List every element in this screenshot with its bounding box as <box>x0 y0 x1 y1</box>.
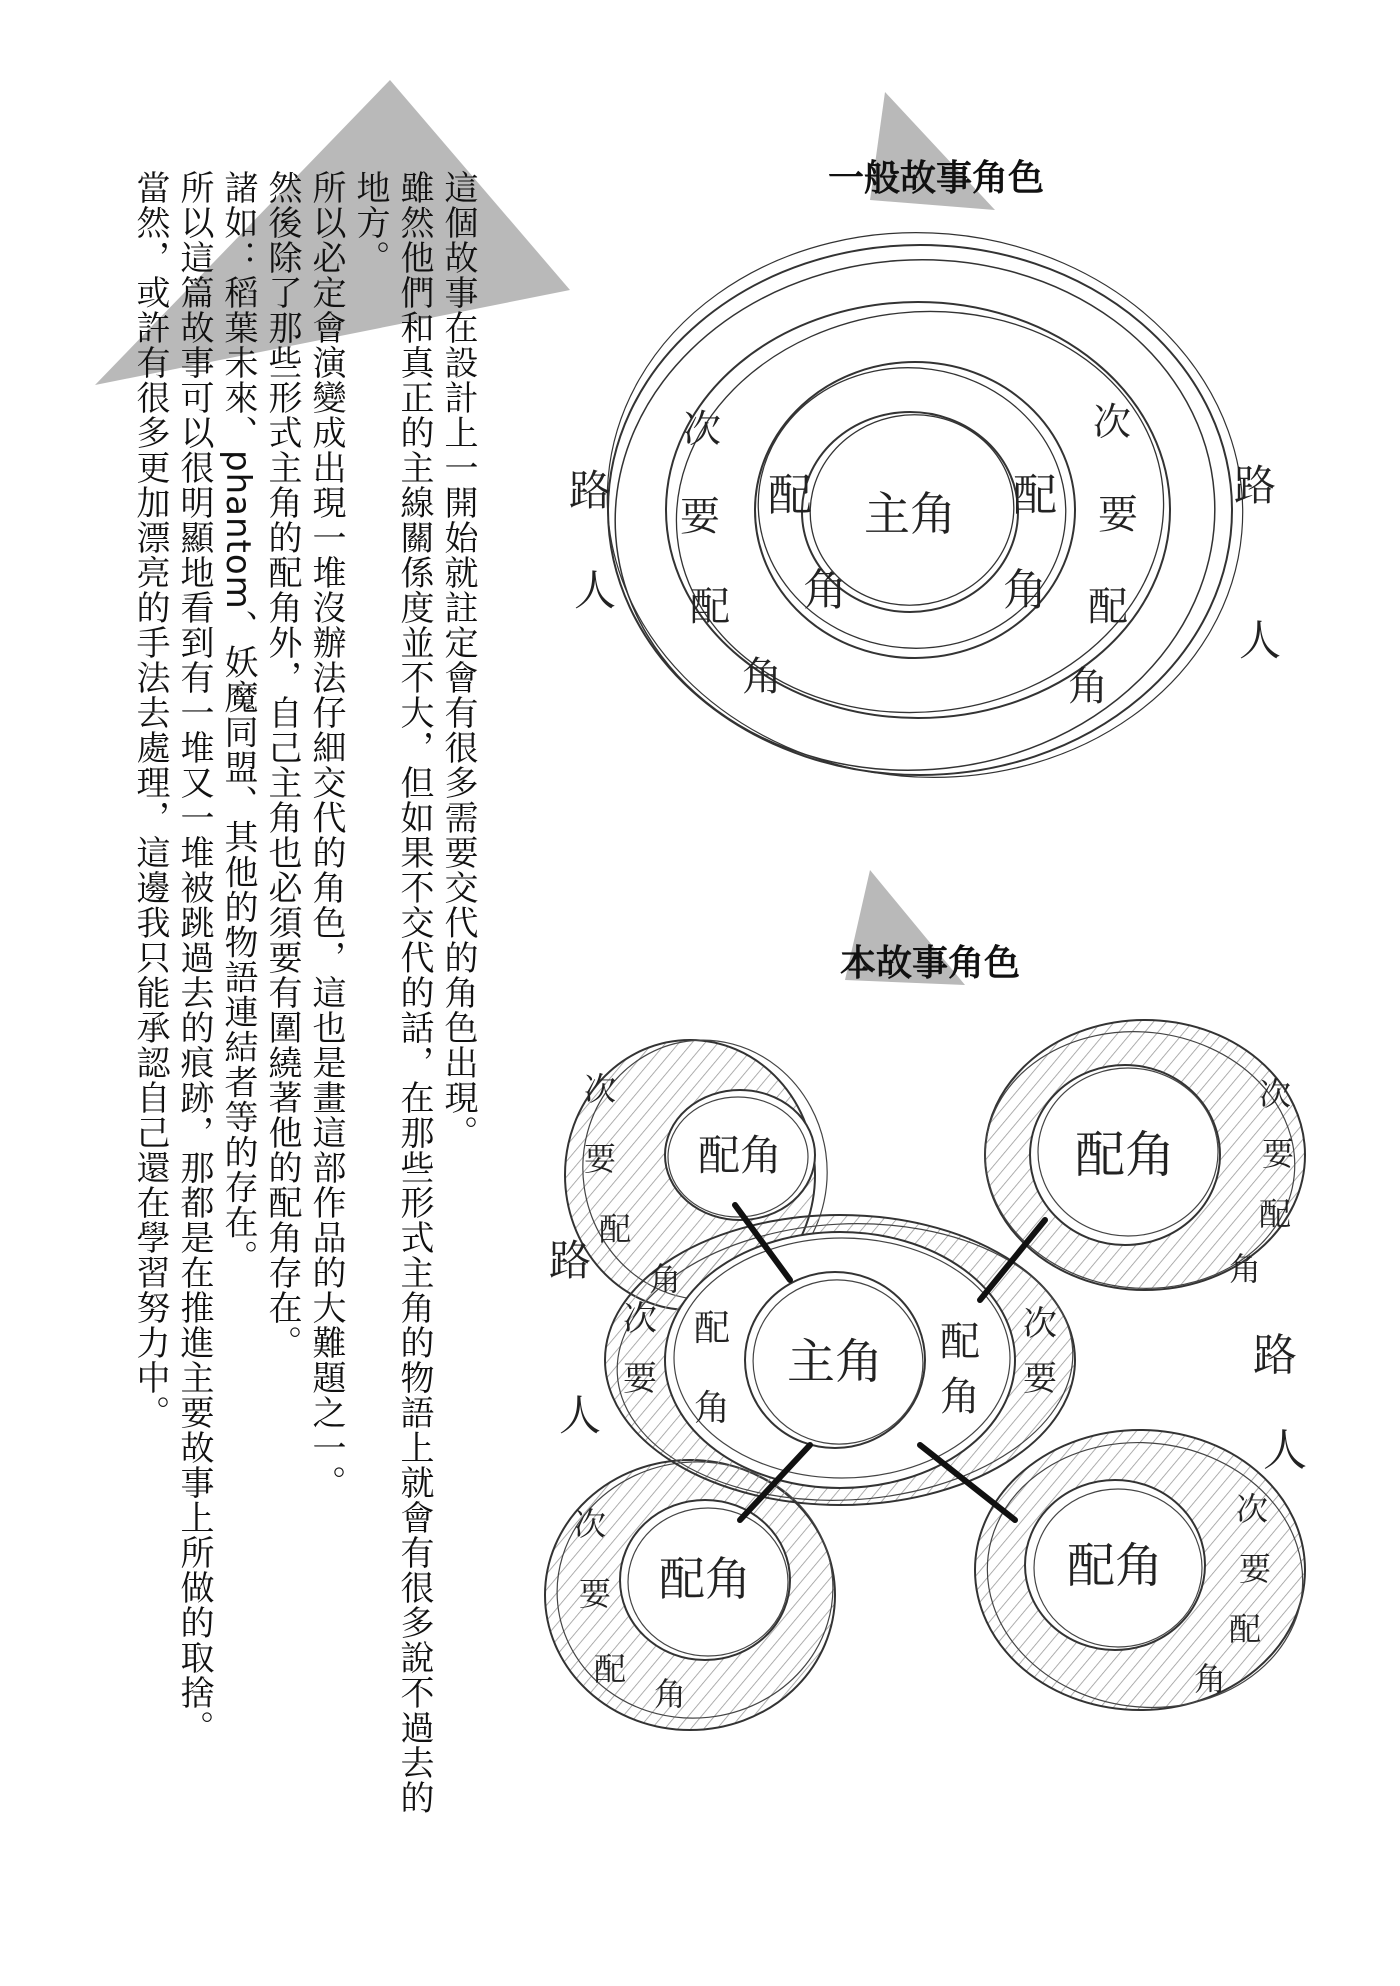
secondary-label-left-3: 配 <box>690 584 730 630</box>
sat-br-secondary-1: 次 <box>1235 1490 1269 1528</box>
passerby-right-1: 路 <box>1233 461 1277 510</box>
essay-line-1: 這個故事在設計上一開始就註定會有很多需要交代的角色出現。 <box>438 170 478 1150</box>
secondary-label-left-1: 次 <box>682 407 722 451</box>
supporting-label-right-2: 角 <box>1003 565 1047 616</box>
secondary-label-left-2: 要 <box>680 494 720 540</box>
essay-text <box>130 170 480 1820</box>
hub-secondary-left-2: 要 <box>623 1359 657 1399</box>
story-passerby-right-2: 人 <box>1263 1425 1307 1476</box>
general-passerby-labels <box>540 430 1300 690</box>
story-protagonist-label: 主角 <box>786 1334 884 1390</box>
hub-supporting-left-2: 角 <box>693 1388 731 1429</box>
essay-line-5: 諸如：稻葉未來、phantom、妖魔同盟、其他的物語連結者等的存在。 <box>218 170 258 1275</box>
essay-line-2: 雖然他們和真正的主線關係度並不大，但如果不交代的話，在那些形式主角的物語上就會有很多說不過去的地方。 <box>350 170 434 1815</box>
sat-br-secondary-3: 配 <box>1228 1610 1262 1648</box>
satellite-top-left-label: 配角 <box>697 1131 783 1180</box>
sat-tl-secondary-2: 要 <box>583 1140 617 1178</box>
sat-bl-secondary-2: 要 <box>578 1575 612 1613</box>
secondary-label-right-4: 角 <box>1068 664 1108 710</box>
secondary-label-right-2: 要 <box>1098 492 1138 538</box>
sat-bl-secondary-3: 配 <box>593 1650 627 1688</box>
sat-bl-secondary-1: 次 <box>573 1505 607 1543</box>
supporting-label-left-2: 角 <box>803 565 847 616</box>
hub-supporting-left-1: 配 <box>693 1308 731 1349</box>
sat-tl-secondary-3: 配 <box>598 1210 632 1248</box>
satellite-top-right-label: 配角 <box>1075 1126 1175 1184</box>
sat-br-secondary-2: 要 <box>1238 1550 1272 1588</box>
satellite-bottom-left-label: 配角 <box>659 1552 751 1606</box>
supporting-label-left-1: 配 <box>768 470 812 521</box>
story-passerby-labels <box>540 1230 1320 1490</box>
sat-tl-secondary-1: 次 <box>583 1070 617 1108</box>
story-passerby-left-2: 人 <box>558 1391 602 1440</box>
hub-secondary-right-1: 次 <box>1023 1304 1057 1344</box>
sat-tr-secondary-4: 角 <box>1228 1250 1262 1288</box>
essay-line-6: 所以這篇故事可以很明顯地看到有一堆又一堆被跳過去的痕跡，那都是在推進主要故事上所做的取捨。 <box>174 170 214 1745</box>
sat-tl-secondary-4: 角 <box>648 1260 682 1298</box>
secondary-label-right-1: 次 <box>1092 400 1132 444</box>
essay-line-7: 當然，或許有很多更加漂亮的手法去處理，這邊我只能承認自己還在學習努力中。 <box>130 170 170 1430</box>
hub-secondary-left-1: 次 <box>623 1299 657 1339</box>
story-passerby-left-1: 路 <box>548 1236 592 1285</box>
sat-tr-secondary-3: 配 <box>1258 1195 1292 1233</box>
secondary-label-left-4: 角 <box>742 654 782 700</box>
passerby-left-2: 人 <box>573 566 617 615</box>
sat-tr-secondary-1: 次 <box>1258 1075 1292 1113</box>
essay-line-4: 然後除了那些形式主角的配角外，自己主角也必須要有圍繞著他的配角存在。 <box>262 170 302 1360</box>
satellite-bottom-right-label: 配角 <box>1066 1538 1164 1594</box>
hub-supporting-right-2: 角 <box>940 1374 980 1420</box>
essay-line-3: 所以必定會演變成出現一堆沒辦法仔細交代的角色，這也是畫這部作品的大難題之一。 <box>306 170 346 1500</box>
passerby-right-2: 人 <box>1238 616 1282 665</box>
secondary-label-right-3: 配 <box>1088 584 1128 630</box>
general-diagram-title: 一般故事角色 <box>828 158 1045 199</box>
story-diagram-title: 本故事角色 <box>840 943 1021 984</box>
story-passerby-right-1: 路 <box>1253 1330 1297 1381</box>
hub-supporting-right-1: 配 <box>940 1319 980 1365</box>
protagonist-label: 主角 <box>864 487 956 541</box>
sat-tr-secondary-2: 要 <box>1261 1135 1295 1173</box>
supporting-label-right-1: 配 <box>1013 470 1057 521</box>
sat-bl-secondary-4: 角 <box>653 1675 687 1713</box>
passerby-left-1: 路 <box>568 466 612 515</box>
sat-br-secondary-4: 角 <box>1193 1660 1227 1698</box>
hub-secondary-right-2: 要 <box>1023 1359 1057 1399</box>
